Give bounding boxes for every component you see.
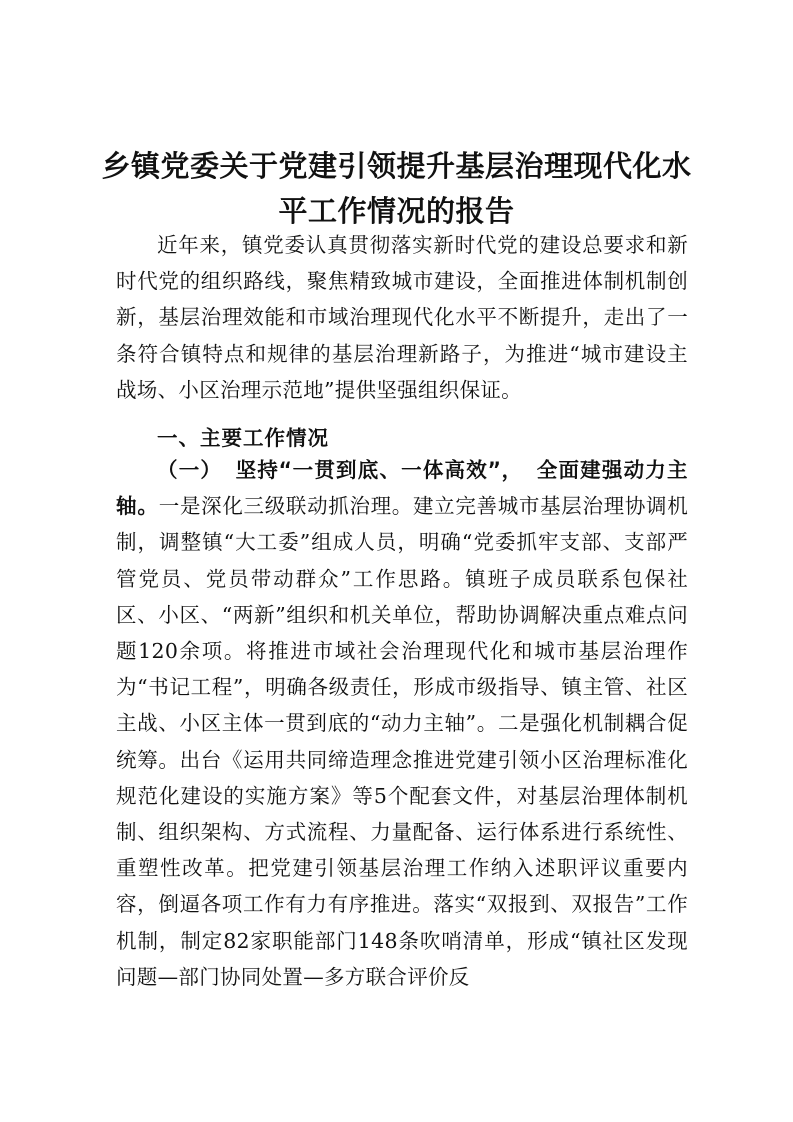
section-heading: 一、主要工作情况 [157, 426, 329, 450]
intro-paragraph: 近年来，镇党委认真贯彻落实新时代党的建设总要求和新时代党的组织路线，聚焦精致城市建设，全面推进体制机制创新，基层治理效能和市域治理现代化水平不断提升，走出了一条符合镇特点和规律的基层治理新路子，为推进“城市建设主战场、小区治理示范地”提供坚强组织保证。 [116, 233, 688, 402]
subsection-heading: （一） 坚持“一贯到底、一体高效”， 全面建强动力主轴。 [116, 458, 688, 519]
subsection-body: 一是深化三级联动抓治理。建立完善城市基层治理协调机制，调整镇“大工委”组成人员，明确“党委抓牢支部、支部严管党员、党员带动群众”工作思路。镇班子成员联系包保社区、小区、“两新”组织和机关单位，帮助协调解决重点难点问题120余项。将推进市域社会治理现代化和城市基层治理作为“书记工程”，明确各级责任，形成市级指导、镇主管、社区主战、小区主体一贯到底的“动力主轴”。二是强化机制耦合促统筹。出台《运用共同缔造理念推进党建引领小区治理标准化规范化建设的实施方案》等5个配套文件，对基层治理体制机制、组织架构、方式流程、力量配备、运行体系进行系统性、重塑性改革。把党建引领基层治理工作纳入述职评议重要内容，倒逼各项工作有力有序推进。落实“双报到、双报告”工作机制，制定82家职能部门148条吹哨清单，形成“镇社区发现问题—部门协同处置—多方联合评价反 [116, 494, 689, 989]
subsection-paragraph [116, 452, 688, 995]
document-title: 乡镇党委关于党建引领提升基层治理现代化水平工作情况的报告 [101, 149, 692, 228]
